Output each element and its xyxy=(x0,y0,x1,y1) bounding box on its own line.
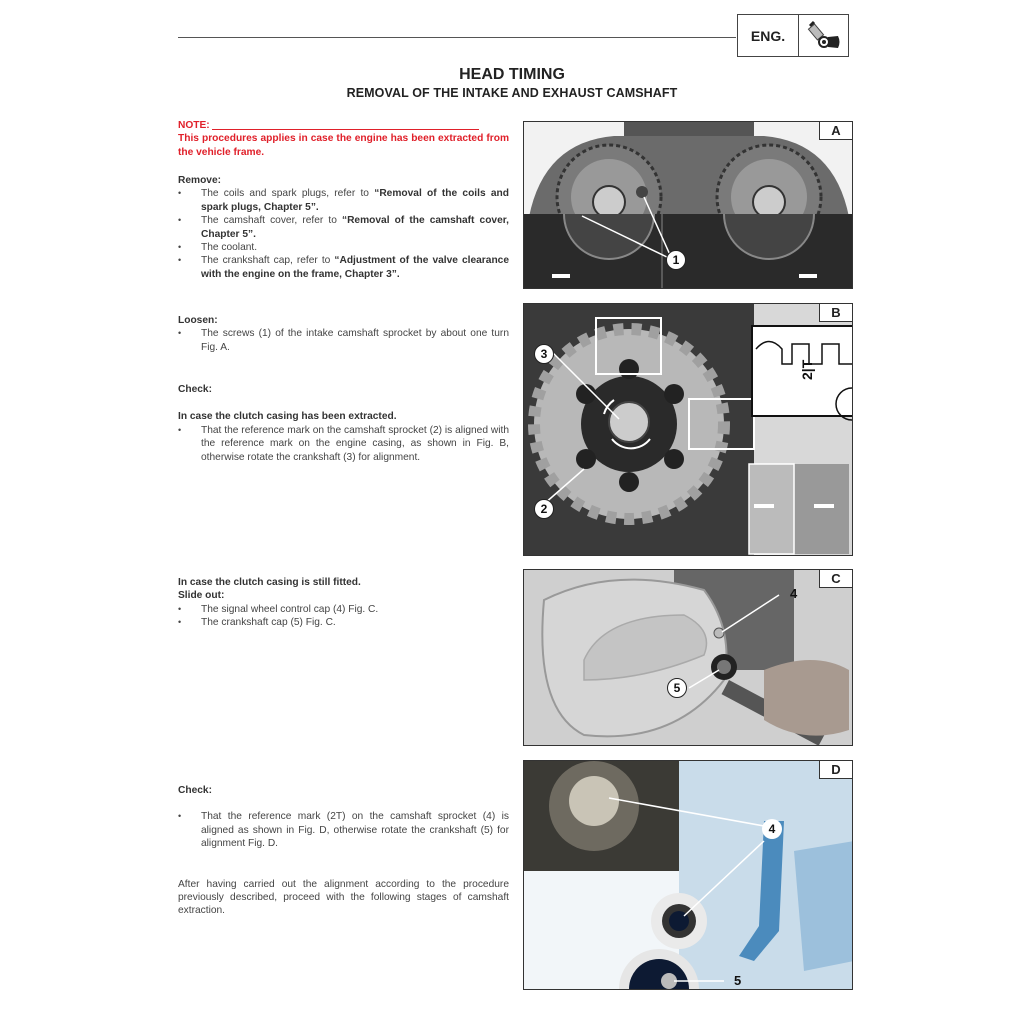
callout-1: 1 xyxy=(666,250,686,270)
callout-5: 5 xyxy=(734,973,742,988)
remove-section xyxy=(178,174,509,281)
callout-5: 5 xyxy=(667,678,687,698)
remove-heading: Remove: xyxy=(178,175,222,186)
figure-b-label: B xyxy=(819,304,852,322)
figure-c-label: C xyxy=(819,570,852,588)
closing-paragraph: After having carried out the alignment according to the procedure previously described, proceed with the following stages of camshaft extraction. xyxy=(178,878,509,917)
check-heading: Check: xyxy=(178,384,212,395)
list-item: • The coolant. xyxy=(178,241,509,254)
note-rule xyxy=(212,129,479,130)
figure-a-label: A xyxy=(819,122,852,140)
slide-out-subheading: In case the clutch casing is still fitted. xyxy=(178,577,361,588)
check-subheading: In case the clutch casing has been extracted. xyxy=(178,411,397,423)
check-heading: Check: xyxy=(178,785,212,796)
loosen-heading: Loosen: xyxy=(178,315,218,326)
loosen-section xyxy=(178,314,509,354)
section-badge-label: ENG. xyxy=(738,15,799,56)
list-item: • The crankshaft cap (5) Fig. C. xyxy=(178,616,509,629)
clutch-casing-image xyxy=(524,570,853,746)
list-item: • The crankshaft cap, refer to “Adjustment of the valve clearance with the engine on the frame, Chapter 3”. xyxy=(178,254,509,281)
list-item: • That the reference mark on the camshaft sprocket (2) is aligned with the reference mark on the engine casing, as shown in Fig. B, otherwise rotate the crankshaft (3) for alignment. xyxy=(178,424,509,464)
callout-3: 3 xyxy=(534,344,554,364)
inspection-hole-image xyxy=(524,761,853,990)
note-block xyxy=(178,119,509,159)
sprocket-alignment-image xyxy=(524,304,853,556)
check-section-1 xyxy=(178,383,509,464)
list-item: • The camshaft cover, refer to “Removal of the camshaft cover, Chapter 5”. xyxy=(178,214,509,241)
figure-d-label: D xyxy=(819,761,852,779)
figure-b xyxy=(523,303,853,556)
check-section-2 xyxy=(178,784,509,918)
note-label: NOTE: xyxy=(178,120,210,131)
note-text: This procedures applies in case the engine has been extracted from the vehicle frame. xyxy=(178,133,509,158)
page-subtitle: REMOVAL OF THE INTAKE AND EXHAUST CAMSHAFT xyxy=(346,86,678,100)
engine-wrench-icon xyxy=(799,15,848,56)
figure-a xyxy=(523,121,853,289)
callout-4: 4 xyxy=(762,819,782,839)
callout-4: 4 xyxy=(790,586,798,601)
figure-c xyxy=(523,569,853,746)
slide-out-heading: Slide out: xyxy=(178,590,225,602)
list-item: • That the reference mark (2T) on the camshaft sprocket (4) is aligned as shown in Fig. D, otherwise rotate the crankshaft (5) for alignment Fig. D. xyxy=(178,810,509,850)
figure-d xyxy=(523,760,853,990)
page-title: HEAD TIMING xyxy=(459,66,565,83)
section-badge xyxy=(737,14,849,57)
header-rule xyxy=(178,37,736,38)
list-item: • The screws (1) of the intake camshaft sprocket by about one turn Fig. A. xyxy=(178,327,509,354)
slide-out-section xyxy=(178,576,509,630)
callout-2: 2 xyxy=(534,499,554,519)
list-item: • The coils and spark plugs, refer to “Removal of the coils and spark plugs, Chapter 5”. xyxy=(178,187,509,214)
inset-2t-mark: 2|T xyxy=(799,359,815,380)
list-item: • The signal wheel control cap (4) Fig. C. xyxy=(178,603,509,616)
camshaft-sprockets-image xyxy=(524,122,853,289)
